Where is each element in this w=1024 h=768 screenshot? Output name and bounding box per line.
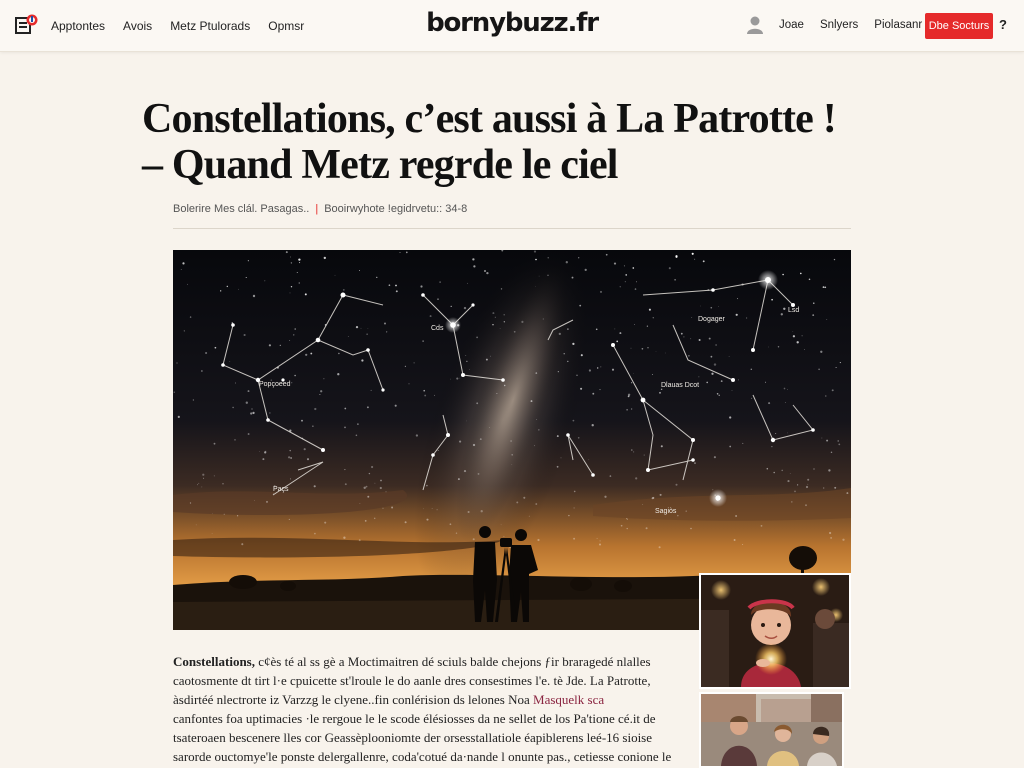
body-paragraph-line: sarorde ouctomye'le ponste delergallenre, coda'cotué da·nande l onunte pas., cetiesse conione le	[173, 749, 672, 764]
secondary-nav	[779, 19, 922, 31]
article-byline	[173, 203, 467, 215]
constellation-label: Dogager	[698, 316, 725, 323]
body-paragraph-line: canfontes foa uptimacies ·le rergoue le le scode élésiosses da ne sellet de los Pa'tione cé.it de	[173, 711, 656, 726]
constellation-label: Lsd	[788, 307, 800, 314]
nav-item-piolasanr[interactable]: Piolasanr	[874, 19, 923, 31]
byline-separator: |	[315, 203, 319, 215]
subscribe-button[interactable]: Dbe Socturs	[925, 13, 993, 39]
site-brand-link[interactable]: bornybuzz.fr	[426, 8, 598, 38]
nav-item-apptontes[interactable]: Apptontes	[51, 19, 106, 33]
article-body	[173, 652, 683, 766]
byline-author[interactable]: Bolerire Mes clál. Pasagas..	[173, 203, 310, 215]
community-group-photo[interactable]	[699, 692, 844, 768]
top-navigation-bar	[0, 0, 1024, 52]
constellation-label: Popçoeed	[259, 381, 291, 388]
nav-item-joae[interactable]: Joae	[779, 19, 804, 31]
body-paragraph-line: caotosmente dt tirt l·e cpuicette st'lroule le do aanle dres consestimes l'e. tè Jde. La Patrotte,	[173, 673, 651, 688]
nav-item-opmsr[interactable]: Opmsr	[268, 19, 305, 33]
nav-item-metz[interactable]: Metz Ptulorads	[170, 19, 251, 33]
nav-item-avois[interactable]: Avois	[123, 19, 153, 33]
article-title-line-2: – Quand Metz regrde le ciel	[142, 142, 618, 188]
main-nav	[51, 19, 304, 33]
constellation-label: Cds	[431, 325, 444, 332]
body-lead-text: Constellations,	[173, 654, 255, 669]
body-paragraph-line: Constellations, c¢ès té al ss gè a Moctimaitren dé sciuls balde chejons ƒir braragedé nlalles	[173, 654, 651, 669]
nav-item-snlyers[interactable]: Snlyers	[819, 19, 859, 31]
constellation-label: Paçs	[273, 486, 289, 493]
constellation-label: Sagiòs	[655, 508, 677, 515]
user-account-icon[interactable]	[746, 15, 764, 35]
body-paragraph-line: tsateroaen bescenere lles cor Geassèplooniomte der orsesstallatiole éapiblerens leé-16 sioise	[173, 730, 653, 745]
byline-date: Booirwyhote ǃegidrvetu:: 34-8	[324, 203, 468, 215]
article-title-line-1: Constellations, c’est aussi à La Patrotte !	[142, 96, 836, 142]
byline-divider	[173, 228, 851, 229]
inline-link[interactable]: Masquelk sca	[533, 692, 605, 707]
body-paragraph-line: àsdirtéé nlectrorte iz Varzzg le clyene..fin conlérision ds lelones Noa Masquelk sca	[173, 692, 605, 707]
site-logo-icon[interactable]	[15, 13, 39, 35]
help-icon[interactable]: ?	[999, 17, 1007, 32]
article-title	[142, 96, 882, 188]
constellation-label: Dlauas Dcot	[661, 382, 700, 389]
child-with-light-photo[interactable]	[699, 573, 851, 689]
